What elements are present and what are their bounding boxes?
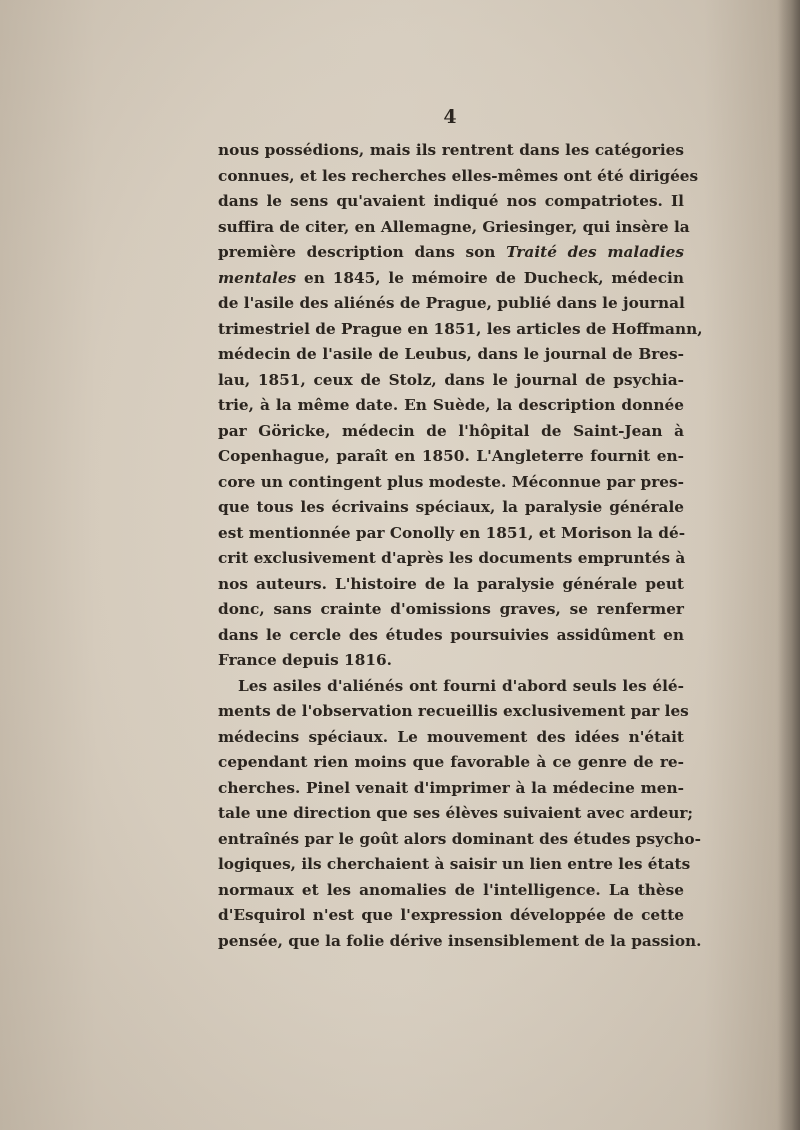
text-line: Copenhague, paraît en 1850. L'Angleterre fournit en- — [218, 447, 684, 465]
text-line: ments de l'observation recueillis exclusivement par les — [218, 702, 689, 720]
text-line: tale une direction que ses élèves suivaient avec ardeur; — [218, 804, 694, 822]
body-text — [218, 138, 703, 954]
text-line: cherches. Pinel venait d'imprimer à la médecine men- — [218, 778, 684, 797]
text-line: d'Esquirol n'est que l'expression développée de cette — [218, 906, 684, 924]
text-line: core un contingent plus modeste. Méconnue par pres- — [218, 472, 684, 491]
text-line: par Göricke, médecin de l'hôpital de Saint-Jean à — [218, 421, 684, 440]
text-fragment: première description dans son — [218, 243, 507, 261]
page-number: 4 — [443, 106, 457, 128]
text-line: France depuis 1816. — [218, 651, 392, 669]
text-line: médecin de l'asile de Leubus, dans le journal de Bres- — [218, 345, 684, 363]
book-title-italic: mentales — [218, 268, 297, 287]
text-line: trie, à la même date. En Suède, la description donnée — [218, 396, 684, 414]
text-line: lau, 1851, ceux de Stolz, dans le journal de psychia- — [218, 370, 684, 389]
text-line: nos auteurs. L'histoire de la paralysie générale peut — [218, 574, 684, 593]
text-line: cependant rien moins que favorable à ce genre de re- — [218, 753, 684, 771]
spine-shadow — [778, 0, 800, 1130]
text-line — [218, 240, 684, 266]
text-line: connues, et les recherches elles-mêmes ont été dirigées — [218, 166, 699, 185]
paragraph-start-line: Les asiles d'aliénés ont fourni d'abord seuls les élé- — [238, 676, 684, 695]
text-line — [218, 266, 684, 292]
text-line: trimestriel de Prague en 1851, les articles de Hoffmann, — [218, 319, 703, 338]
book-title-italic: Traité des maladies — [506, 243, 684, 261]
text-line: normaux et les anomalies de l'intelligence. La thèse — [218, 880, 684, 899]
text-line: suffira de citer, en Allemagne, Griesinger, qui insère la — [218, 217, 690, 236]
text-line: nous possédions, mais ils rentrent dans les catégories — [218, 141, 684, 159]
text-line: donc, sans crainte d'omissions graves, se renfermer — [218, 600, 684, 618]
text-line: de l'asile des aliénés de Prague, publié dans le journal — [218, 294, 685, 312]
text-line: dans le sens qu'avaient indiqué nos compatriotes. Il — [218, 192, 684, 210]
text-line: logiques, ils cherchaient à saisir un lien entre les états — [218, 855, 691, 873]
text-line: pensée, que la folie dérive insensiblement de la passion. — [218, 931, 702, 950]
text-line: entraînés par le goût alors dominant des études psycho- — [218, 829, 701, 848]
text-line: dans le cercle des études poursuivies assidûment en — [218, 625, 684, 644]
text-line: que tous les écrivains spéciaux, la paralysie générale — [218, 498, 684, 516]
text-fragment: en 1845, le mémoire de Ducheck, médecin — [304, 268, 684, 287]
text-line: crit exclusivement d'après les documents empruntés à — [218, 549, 686, 567]
text-line: médecins spéciaux. Le mouvement des idées n'était — [218, 727, 684, 746]
text-line: est mentionnée par Conolly en 1851, et Morison la dé- — [218, 523, 686, 542]
